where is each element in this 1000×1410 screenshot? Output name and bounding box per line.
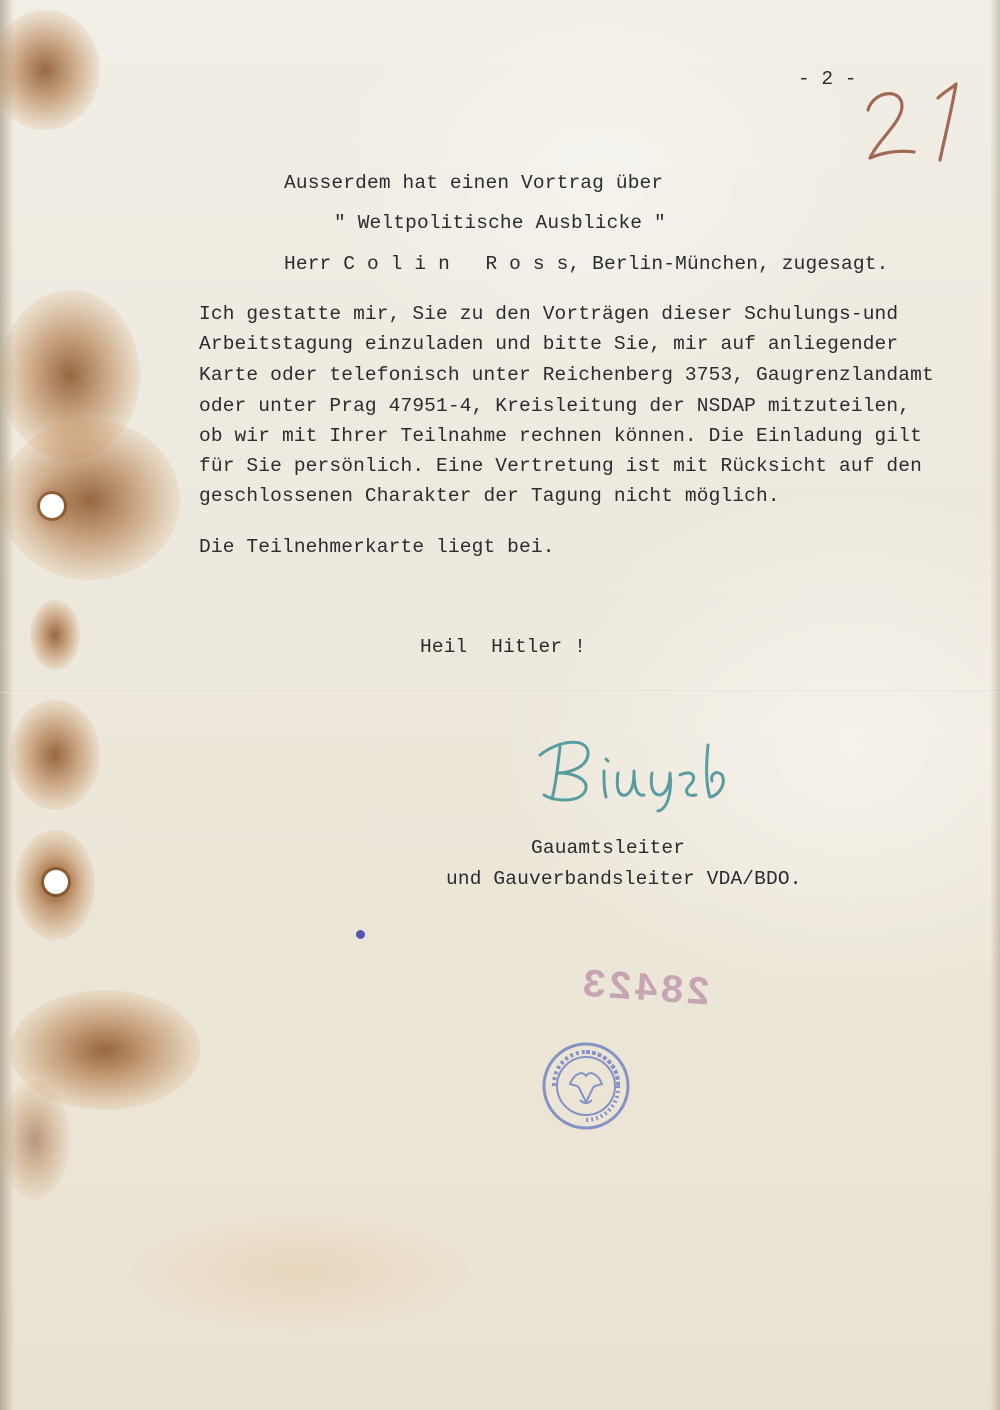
burn-mark (30, 600, 80, 670)
paragraph-line: Ich gestatte mir, Sie zu den Vorträgen dieser Schulungs-und (199, 303, 899, 325)
round-seal-stamp (540, 1040, 632, 1132)
speaker-line: Herr C o l i n R o s s, Berlin-München, zugesagt. (284, 253, 889, 275)
paragraph-line: Karte oder telefonisch unter Reichenberg 3753, Gaugrenzlandamt (199, 364, 934, 386)
paragraph-line: ob wir mit Ihrer Teilnahme rechnen können. Die Einladung gilt (199, 425, 922, 447)
enclosure-line: Die Teilnehmerkarte liegt bei. (199, 536, 555, 558)
paper-left-edge (0, 0, 14, 1410)
burn-mark (10, 700, 100, 810)
paragraph-line: geschlossenen Charakter der Tagung nicht möglich. (199, 485, 780, 507)
burn-mark (0, 10, 100, 130)
burn-mark (0, 1080, 70, 1200)
handwritten-signature (530, 725, 750, 815)
punch-hole (40, 494, 64, 518)
paper-right-edge (990, 0, 1000, 1410)
burn-mark (0, 420, 180, 580)
page-number: - 2 - (798, 68, 857, 90)
paragraph-line: oder unter Prag 47951-4, Kreisleitung der NSDAP mitzuteilen, (199, 395, 911, 417)
signatory-title-1: Gauamtsleiter (531, 837, 686, 859)
paragraph-line: für Sie persönlich. Eine Vertretung ist mit Rücksicht auf den (199, 455, 922, 477)
punch-hole (44, 870, 68, 894)
registry-number-stamp: 28423 (578, 963, 712, 1018)
handwritten-page-number (860, 78, 970, 168)
paragraph-line: Arbeitstagung einzuladen und bitte Sie, mir auf anliegender (199, 333, 899, 355)
lecture-title: " Weltpolitische Ausblicke " (334, 212, 666, 234)
intro-line: Ausserdem hat einen Vortrag über (284, 172, 664, 194)
closing-salutation: Heil Hitler ! (420, 636, 586, 658)
ink-dot (356, 930, 365, 939)
signatory-title-2: und Gauverbandsleiter VDA/BDO. (446, 868, 802, 890)
paper-fold-line (0, 690, 1000, 693)
